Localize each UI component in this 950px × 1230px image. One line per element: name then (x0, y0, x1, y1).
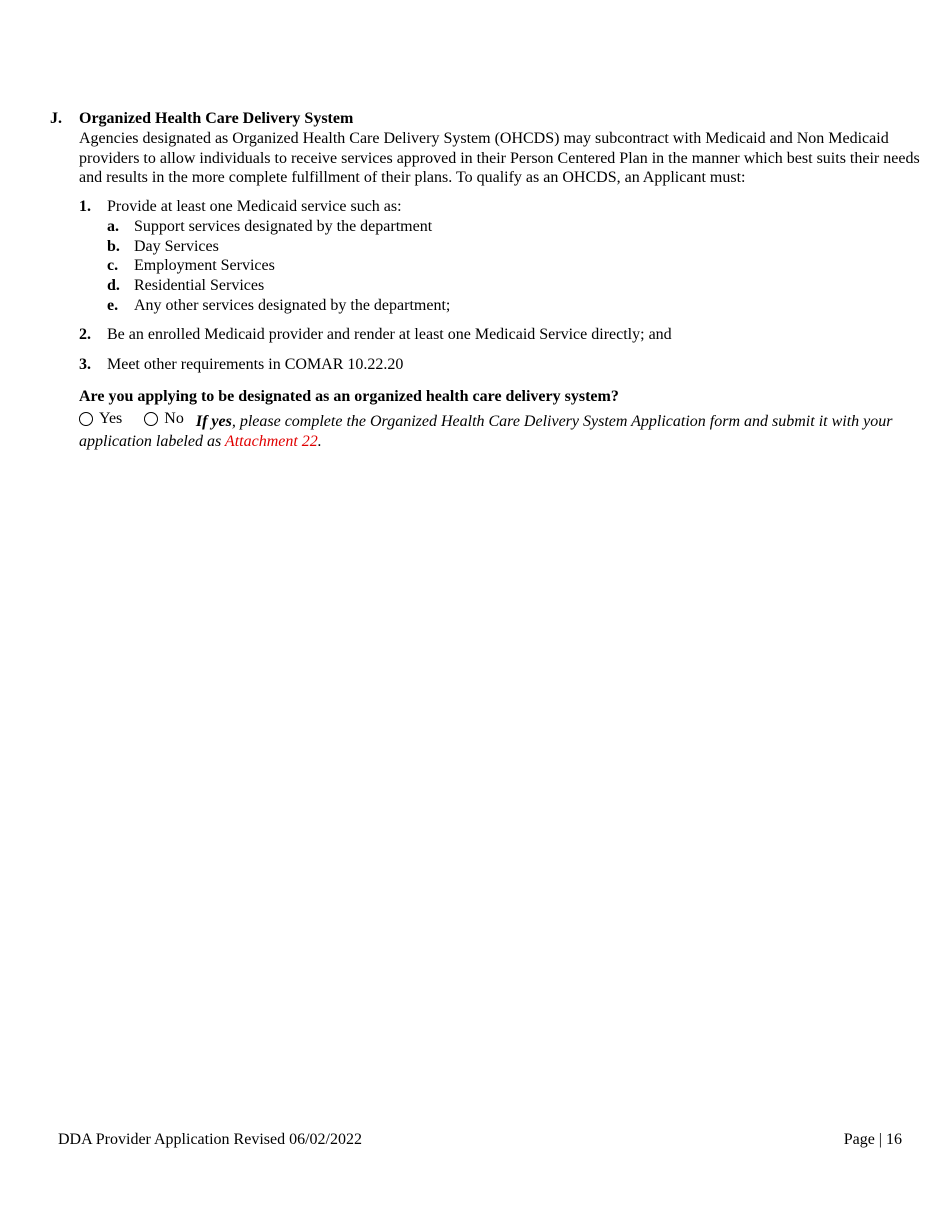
item-letter: d. (107, 276, 120, 294)
item-text: Employment Services (134, 257, 275, 275)
footer-page-number: Page | 16 (843, 1131, 902, 1148)
item-letter: e. (107, 296, 119, 314)
intro-paragraph: Agencies designated as Organized Health Care Delivery System (OHCDS) may subcontract with Medicaid and Non Medicaid providers to allow individuals to receive services approved in their Person Centered Plan in the manner which best suits their needs and results in the more complete fulfillment of their plans. To qualify as an OHCDS, an Applicant must: (79, 130, 920, 187)
item-letter: a. (107, 217, 119, 235)
section-title: Organized Health Care Delivery System (79, 110, 354, 127)
radio-circle-icon[interactable] (79, 412, 93, 426)
section-j (50, 109, 930, 452)
radio-no-label: No (164, 409, 184, 427)
radio-no[interactable] (144, 409, 184, 429)
radio-circle-icon[interactable] (144, 412, 158, 426)
item-text: Meet other requirements in COMAR 10.22.20 (107, 356, 404, 374)
list-item (107, 296, 450, 316)
item-text: Support services designated by the department (134, 217, 433, 235)
note-end: . (317, 432, 322, 450)
list-item (79, 197, 930, 315)
requirements-list (79, 197, 930, 375)
service-list (107, 217, 450, 316)
list-item (79, 325, 930, 345)
list-item (107, 256, 450, 276)
item-letter: c. (107, 257, 119, 275)
instruction-note (79, 413, 892, 450)
note-text: , please complete the Organized Health Care Delivery System Application form and submit it with your application labeled as (79, 412, 893, 450)
section-heading (50, 109, 930, 129)
item-text: Any other services designated by the department; (134, 296, 451, 314)
footer-revision: DDA Provider Application Revised 06/02/2022 (58, 1131, 362, 1148)
item-text: Day Services (134, 237, 219, 255)
item-letter: b. (107, 237, 120, 255)
note-bold: If yes (195, 412, 232, 430)
item-number: 2. (79, 326, 91, 344)
radio-yes[interactable] (79, 409, 122, 429)
list-item (107, 276, 450, 296)
ohcds-question: Are you applying to be designated as an organized health care delivery system? (79, 387, 619, 405)
list-item (107, 217, 450, 237)
item-number: 1. (79, 198, 91, 216)
item-number: 3. (79, 356, 91, 374)
radio-yes-label: Yes (99, 409, 123, 427)
section-letter: J. (50, 110, 62, 127)
item-text: Provide at least one Medicaid service such as: (107, 198, 402, 216)
answer-row (79, 409, 930, 452)
item-text: Be an enrolled Medicaid provider and render at least one Medicaid Service directly; and (107, 326, 672, 344)
list-item (107, 237, 450, 257)
item-text: Residential Services (134, 276, 265, 294)
list-item (79, 355, 930, 375)
attachment-reference: Attachment 22 (224, 432, 318, 450)
